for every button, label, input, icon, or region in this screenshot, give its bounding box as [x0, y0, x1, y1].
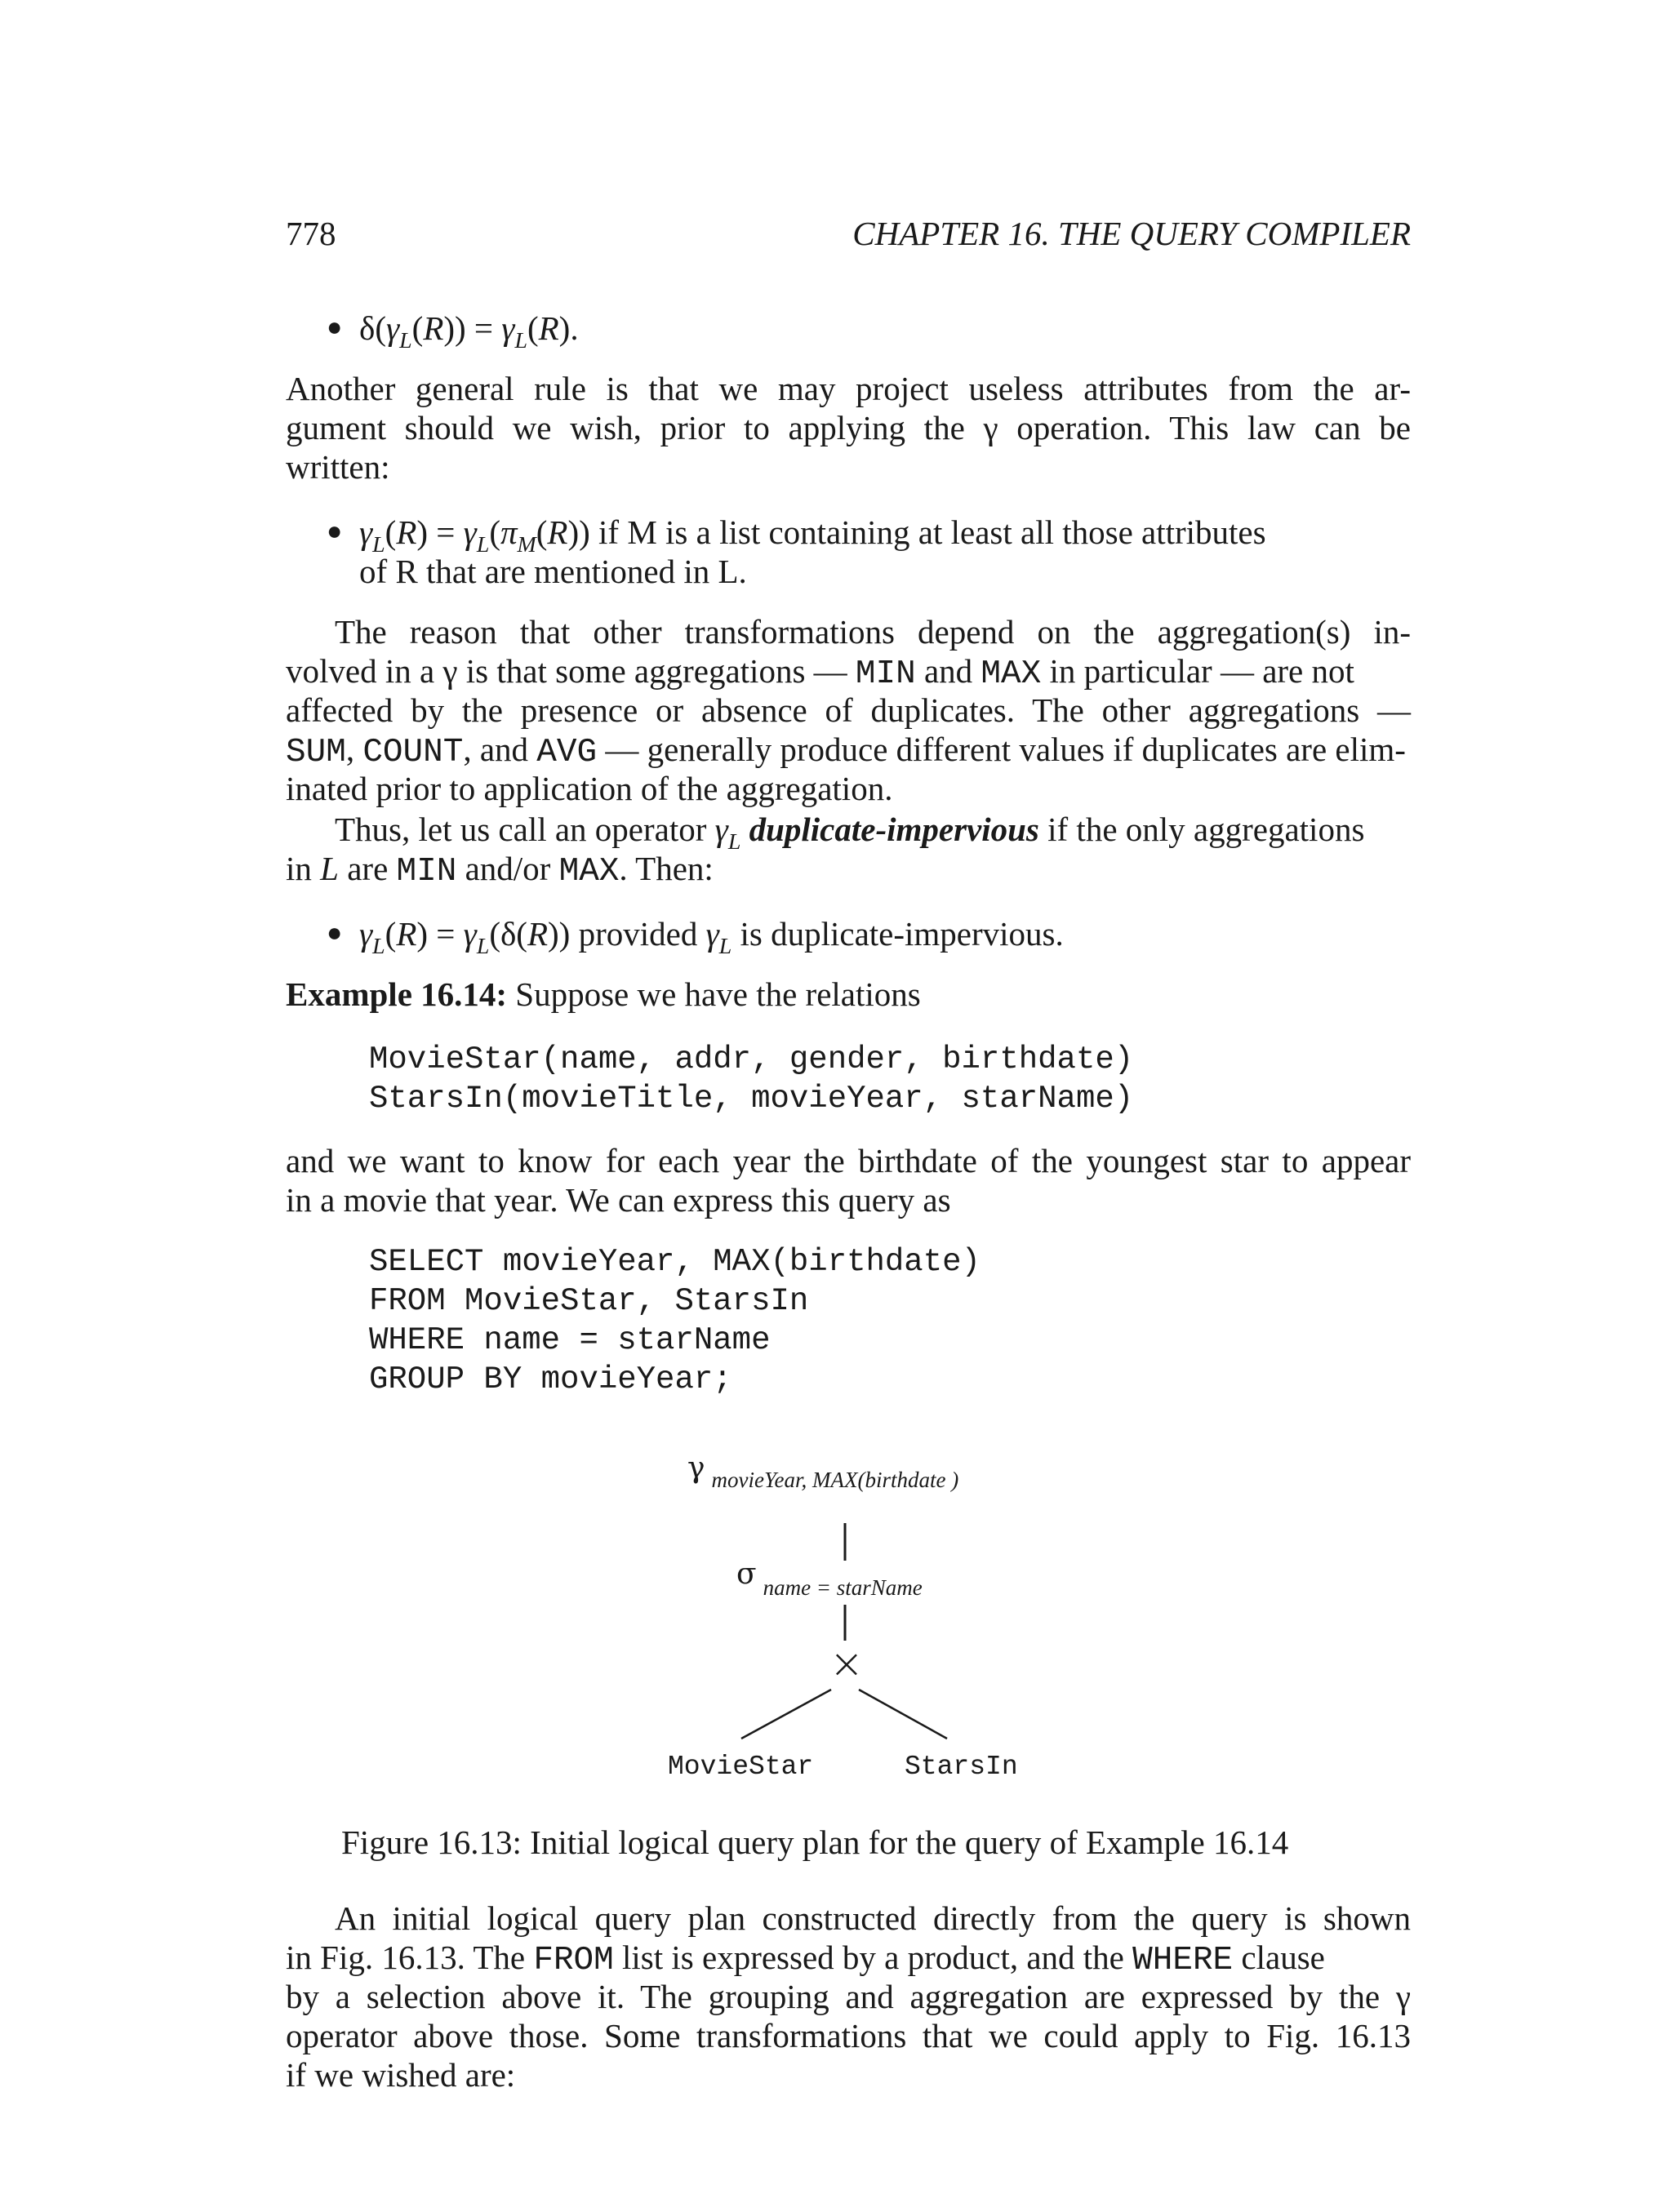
leaf-starsin: StarsIn — [905, 1752, 1018, 1782]
gamma-symbol: γ — [687, 1451, 705, 1485]
paragraph-line: written: — [286, 448, 390, 486]
figure-caption: Figure 16.13: Initial logical query plan for the query of Example 16.14 — [341, 1823, 1289, 1861]
paragraph-line: The reason that other transformations depend on the aggregation(s) in- — [335, 613, 1411, 651]
law-projection: $\gamma_L(R) = \gamma_L(\pi_M(R))$ if M is a list containing at least all those attributes — [359, 513, 1266, 557]
sigma-symbol: σ — [736, 1557, 757, 1591]
gamma-subscript: movieYear, MAX(birthdate ) — [711, 1468, 959, 1492]
paragraph-line: inated prior to application of the aggregation. — [286, 770, 893, 807]
bullet: ● — [327, 516, 343, 545]
relation-schema: MovieStar(name, addr, gender, birthdate) — [369, 1042, 1134, 1077]
leaf-moviestar: MovieStar — [668, 1752, 814, 1782]
law-delta-gamma: $\delta(\gamma_L(R)) = \gamma_L(R)$. — [359, 309, 579, 353]
page-number: 778 — [286, 215, 336, 252]
paragraph-line: by a selection above it. The grouping and aggregation are expressed by the γ — [286, 1978, 1411, 2015]
bullet: ● — [327, 917, 343, 947]
paragraph-line: Another general rule is that we may project useless attributes from the ar- — [286, 370, 1411, 407]
paragraph-line: in a movie that year. We can express this query as — [286, 1181, 951, 1219]
running-header: CHAPTER 16. THE QUERY COMPILER — [852, 215, 1411, 252]
sql-line: SELECT movieYear, MAX(birthdate) — [369, 1244, 981, 1280]
edge-product-left — [741, 1690, 831, 1739]
paragraph-line: Thus, let us call an operator $\gamma_L$ duplicate-impervious if the only aggregations — [335, 811, 1365, 855]
paragraph-line: gument should we wish, prior to applying the γ operation. This law can be — [286, 409, 1411, 446]
law-projection-tail: if M is a list containing at least all those attributes — [598, 513, 1266, 551]
paragraph-line: affected by the presence or absence of duplicates. The other aggregations — — [286, 691, 1411, 729]
bullet: ● — [327, 312, 343, 341]
sql-line: GROUP BY movieYear; — [369, 1361, 732, 1397]
edge-product-right — [859, 1690, 947, 1739]
paragraph-line: if we wished are: — [286, 2056, 516, 2094]
sql-line: FROM MovieStar, StarsIn — [369, 1283, 809, 1319]
sql-line: WHERE name = starName — [369, 1322, 771, 1358]
paragraph-line: in Fig. 16.13. The FROM list is expressed by a product, and the WHERE clause — [286, 1939, 1325, 1979]
paragraph-line: operator above those. Some transformations that we could apply to Fig. 16.13 — [286, 2017, 1411, 2054]
gamma-node — [687, 1451, 959, 1492]
paragraph-line: An initial logical query plan constructed directly from the query is shown — [335, 1899, 1411, 1937]
paragraph-line: and we want to know for each year the birthdate of the youngest star to appear — [286, 1142, 1411, 1179]
law-projection-line2: of R that are mentioned in L. — [359, 553, 747, 590]
paragraph-line: SUM, COUNT, and AVG — generally produce different values if duplicates are elim- — [286, 731, 1406, 771]
paragraph-line: in L are MIN and/or MAX. Then: — [286, 850, 714, 891]
sigma-node — [736, 1557, 923, 1600]
paragraph-line: volved in a γ is that some aggregations — MIN and MAX in particular — are not — [286, 652, 1354, 693]
relation-schema: StarsIn(movieTitle, movieYear, starName) — [369, 1081, 1134, 1117]
product-node: × — [829, 1640, 864, 1687]
sigma-subscript: name = starName — [763, 1575, 923, 1600]
example-heading: Example 16.14: Suppose we have the relations — [286, 975, 921, 1013]
law-duplicate-elimination: $\gamma_L(R) = \gamma_L(\delta(R))$ provided $\gamma_L$ is duplicate-impervious. — [359, 915, 1064, 959]
